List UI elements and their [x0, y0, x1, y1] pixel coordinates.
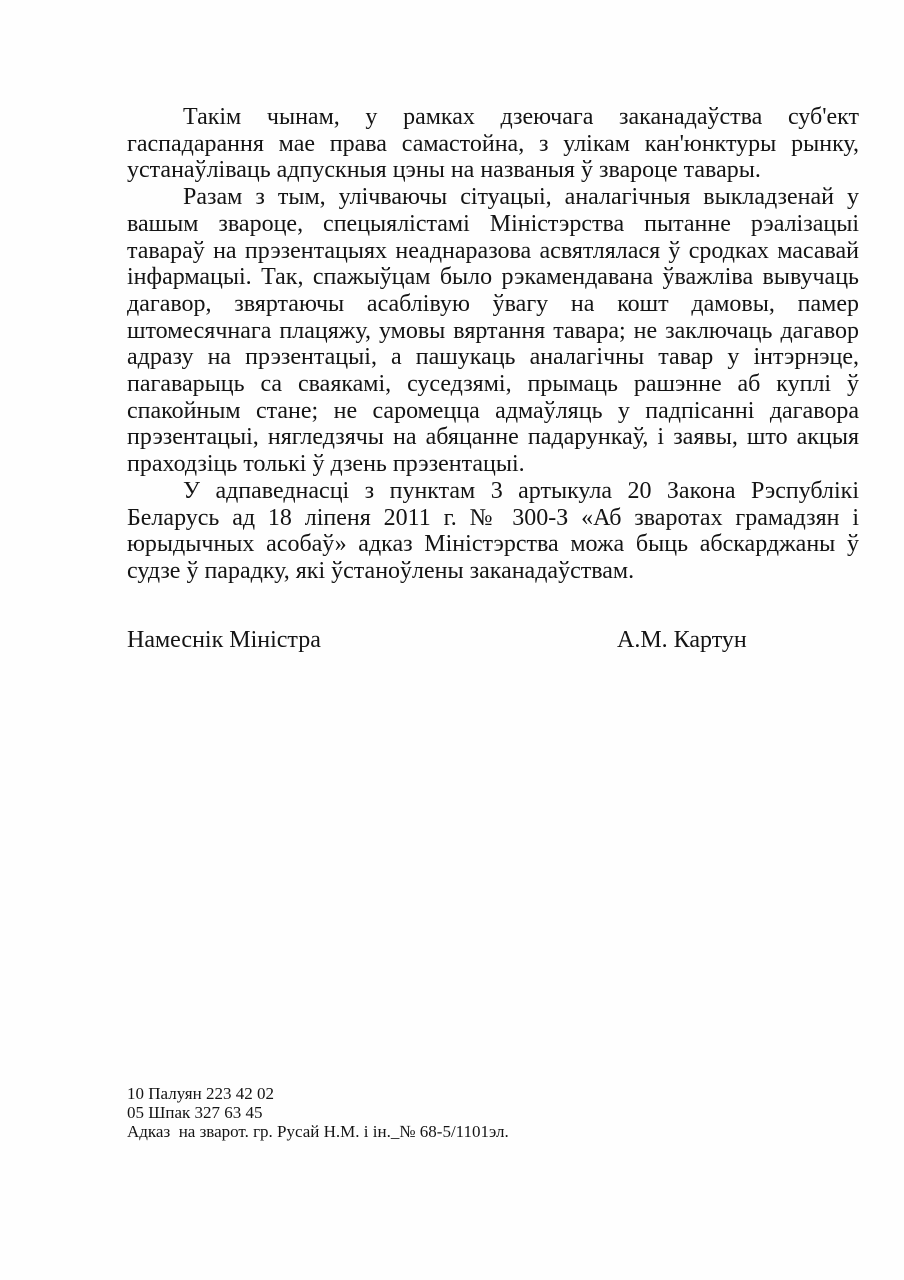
paragraph-pricing-rights: Такім чынам, у рамках дзеючага заканадаўства суб'ект гаспадарання мае права самастойна, з улікам кан'юнктуры рынку, устанаўліваць адпускныя цэны на названыя ў звароце тавары. [127, 104, 859, 184]
footer-line-reference: Адказ на зварот. гр. Русай Н.М. і ін._№ 68-5/1101эл. [127, 1122, 509, 1141]
paragraph-appeal-procedure: У адпаведнасці з пунктам 3 артыкула 20 Закона Рэспублікі Беларусь ад 18 ліпеня 2011 г. № 300-З «Аб зваротах грамадзян і юрыдычных асобаў» адказ Міністэрства можа быць абскарджаны ў судзе ў парадку, які ўстаноўлены заканадаўствам. [127, 477, 859, 584]
signature-position-title: Намеснік Міністра [127, 627, 321, 653]
signature-name: А.М. Картун [617, 627, 747, 653]
paragraph-consumer-recommendations: Разам з тым, улічваючы сітуацыі, аналагічныя выкладзенай у вашым звароце, спецыялістамі Міністэрства пытанне рэалізацыі тавараў на прэзентацыях неаднаразова асвятлялася ў сродках масавай інфармацыі. Так, спажыўцам было рэкамендавана ўважліва вывучаць дагавор, звяртаючы асаблівую ўвагу на кошт дамовы, памер штомесячнага плацяжу, умовы вяртання тавара; не заключаць дагавор адразу на прэзентацыі, а пашукаць аналагічны тавар у інтэрнэце, пагаварыць са сваякамі, суседзямі, прымаць рашэнне аб куплі ў спакойным стане; не саромецца адмаўляць у падпісанні дагавора прэзентацыі, нягледзячы на абяцанне падарункаў, і заявы, што акцыя праходзіць толькі ў дзень прэзентацыі. [127, 184, 859, 478]
signature-block [127, 627, 859, 654]
footer-notes [127, 1084, 859, 1141]
footer-line-contact-1: 10 Палуян 223 42 02 [127, 1084, 274, 1103]
footer-line-contact-2: 05 Шпак 327 63 45 [127, 1103, 263, 1122]
letter-body [127, 104, 859, 585]
